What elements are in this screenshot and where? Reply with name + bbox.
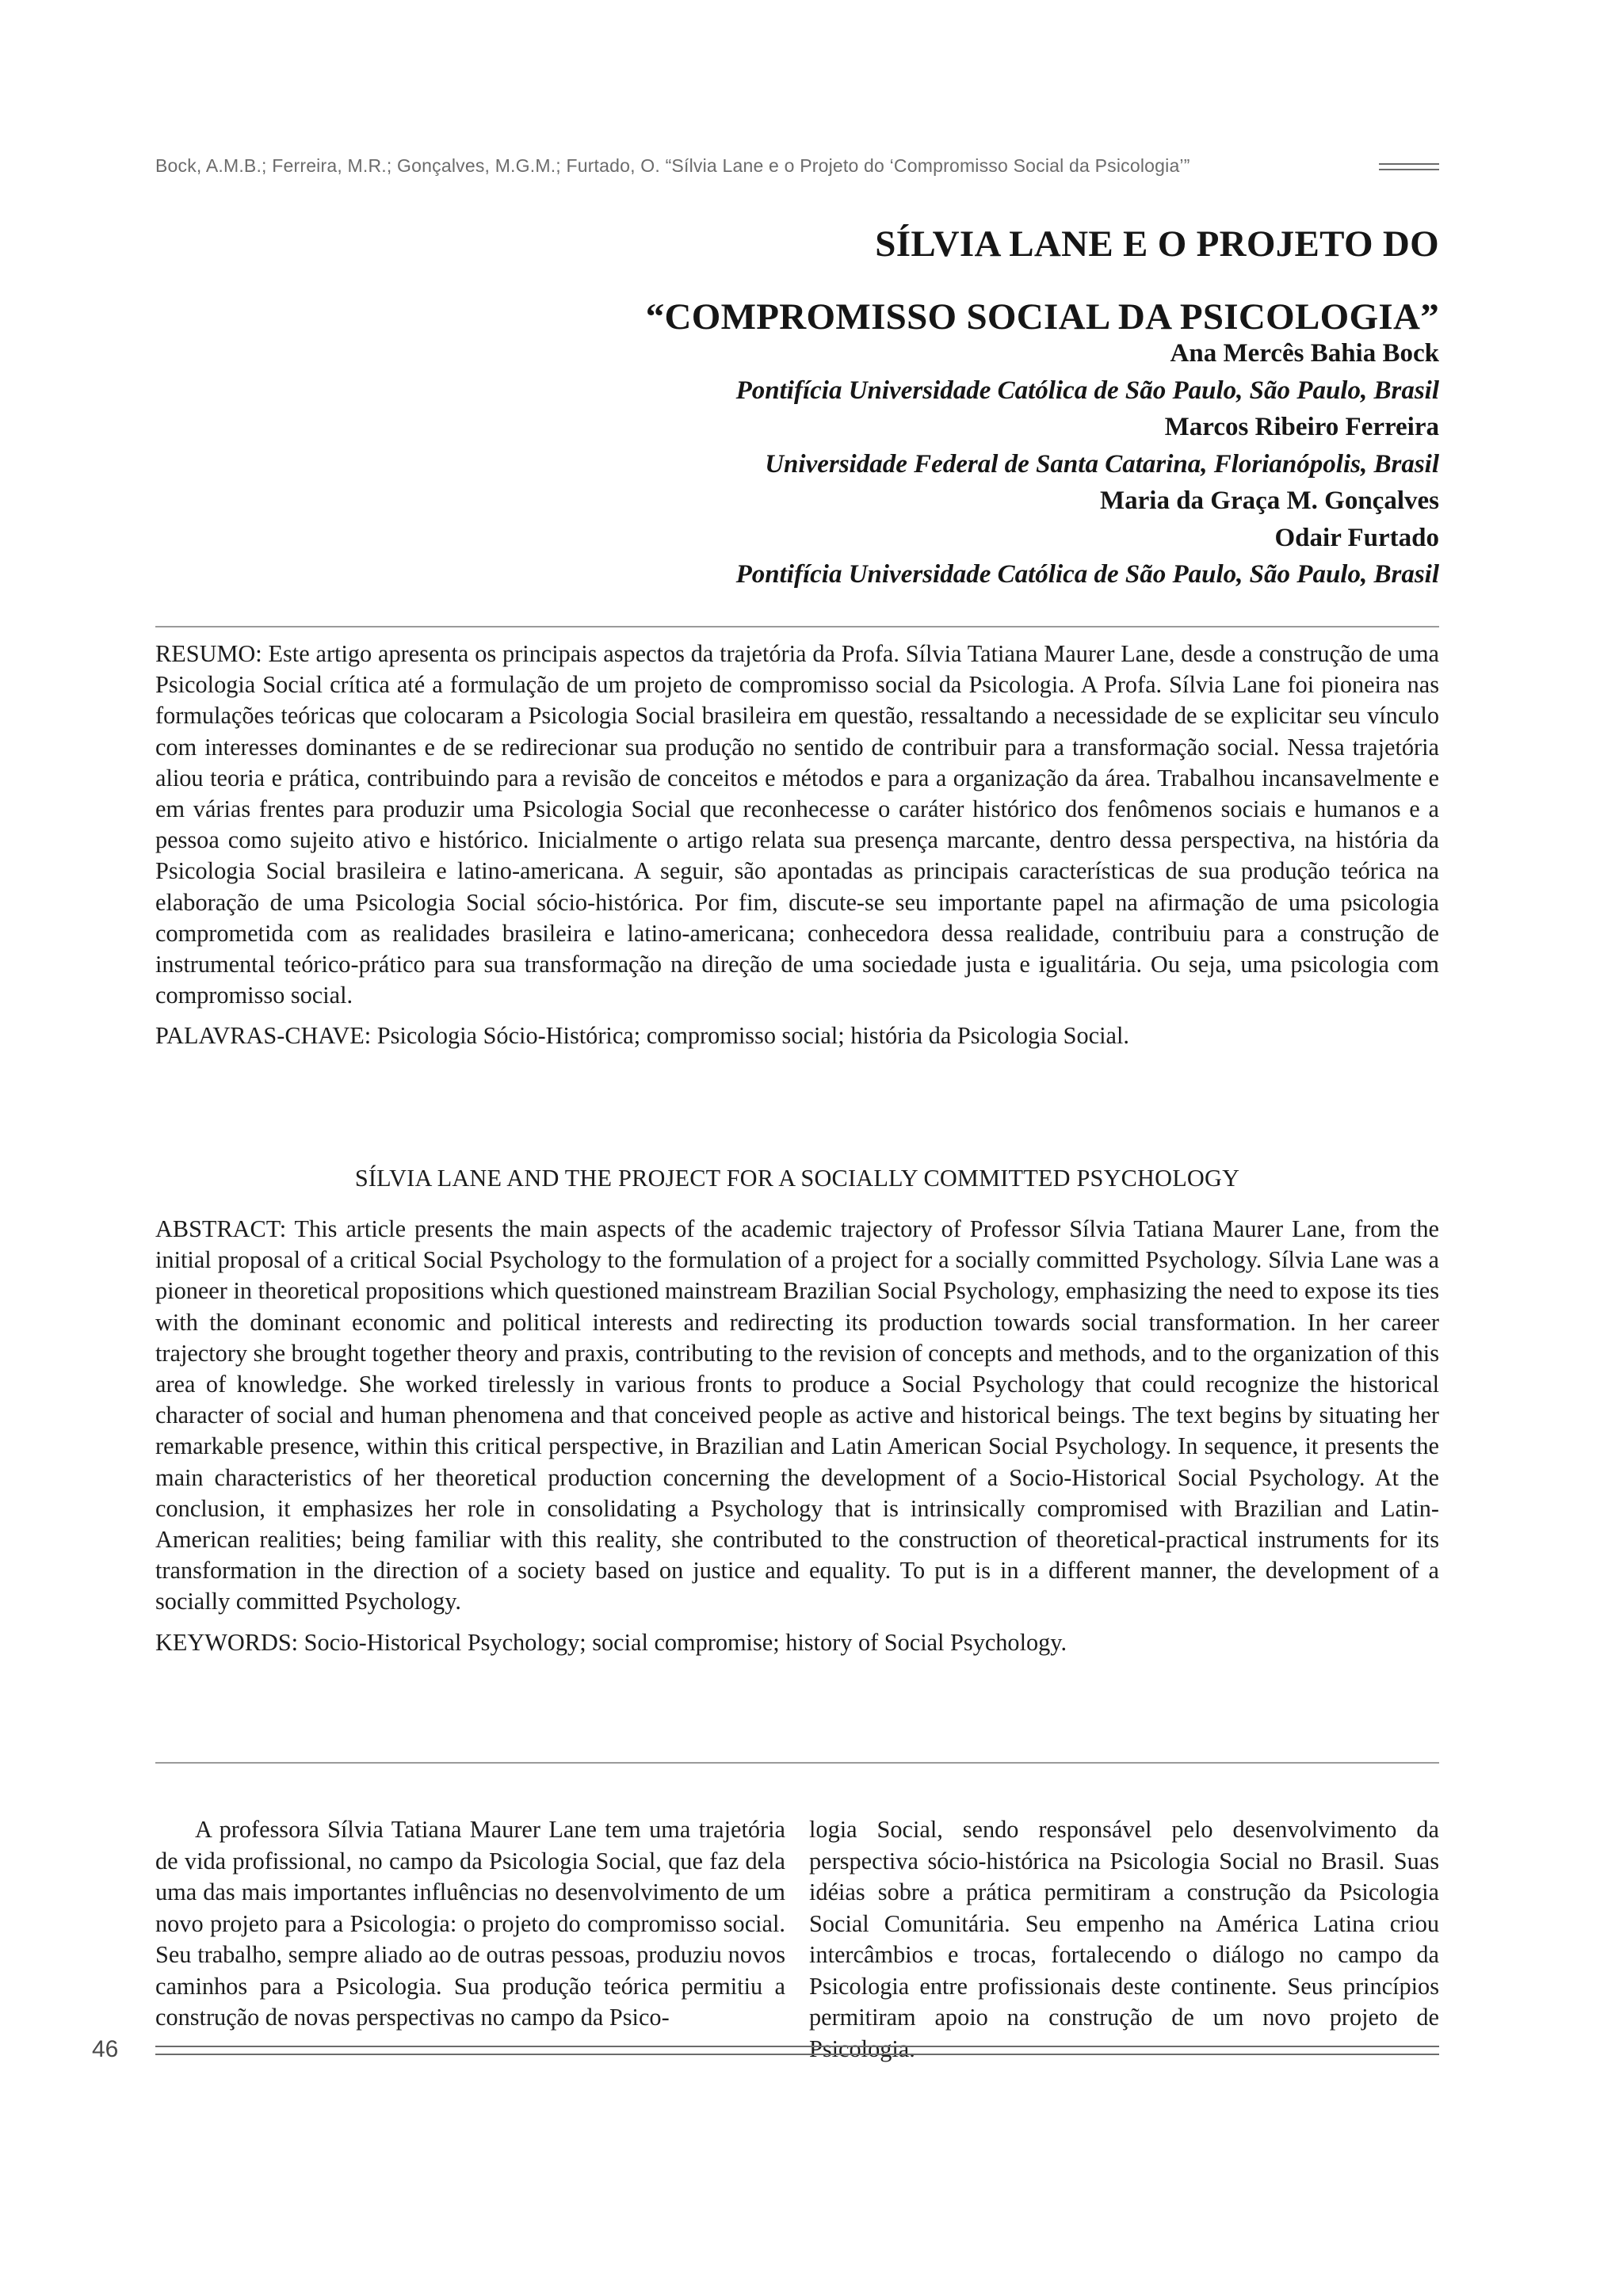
title-line-2: “COMPROMISSO SOCIAL DA PSICOLOGIA” (645, 296, 1439, 338)
divider-top (155, 626, 1439, 627)
divider-bottom (155, 1762, 1439, 1764)
english-title: SÍLVIA LANE AND THE PROJECT FOR A SOCIALLY COMMITTED PSYCHOLOGY (354, 1165, 1240, 1192)
author-institution: Pontifícia Universidade Católica de São Paulo, São Paulo, Brasil (735, 376, 1439, 405)
resumo-text: RESUMO: Este artigo apresenta os principais aspectos da trajetória da Profa. Sílvia Tatiana Maurer Lane, desde a construção de uma Psicologia Social crítica até a formulação de um projeto de compromisso social da Psicologia. A Profa. Sílvia Lane foi pioneira nas formulações teóricas que colocaram a Psicologia Social brasileira em questão, ressaltando a necessidade de se explicitar seu vínculo com interesses dominantes e de se redirecionar sua produção no sentido de contribuir para a transformação social. Nessa trajetória aliou teoria e prática, contribuindo para a revisão de conceitos e métodos e para a organização da área. Trabalhou incansavelmente e em várias frentes para produzir uma Psicologia Social que reconhecesse o caráter histórico dos fenômenos sociais e humanos e a pessoa como sujeito ativo e histórico. Inicialmente o artigo relata sua presença marcante, dentro dessa perspectiva, na história da Psicologia Social brasileira e latino-americana. A seguir, são apontadas as principais características de sua produção teórica na elaboração de uma Psicologia Social sócio-histórica. Por fim, discute-se seu importante papel na afirmação de uma psicologia comprometida com as realidades brasileira e latino-americana; conhecedora dessa realidade, contribuiu para a construção de instrumental teórico-prático para sua transformação na direção de uma sociedade justa e igualitária. Ou seja, uma psicologia com compromisso social. (155, 640, 1439, 1009)
body-column-right (809, 1814, 1439, 2065)
author-name: Ana Mercês Bahia Bock (1170, 339, 1439, 368)
author-name: Maria da Graça M. Gonçalves (1099, 486, 1439, 515)
author-institution: Pontifícia Universidade Católica de São Paulo, São Paulo, Brasil (735, 560, 1439, 589)
header-double-rule (1379, 163, 1439, 170)
author-name: Marcos Ribeiro Ferreira (1164, 413, 1439, 441)
palavras-chave: PALAVRAS-CHAVE: Psicologia Sócio-Histórica; compromisso social; história da Psicologia Social. (155, 1022, 1129, 1050)
footer-double-rule (155, 2046, 1439, 2055)
body-paragraph: A professora Sílvia Tatiana Maurer Lane tem uma trajetória de vida profissional, no campo da Psicologia Social, que faz dela uma das mais importantes influências no desenvolvimento de um novo projeto para a Psicologia: o projeto do compromisso social. Seu trabalho, sempre aliado ao de outras pessoas, produziu novos caminhos para a Psicologia. Sua produção teórica permitiu a construção de novas perspectivas no campo da Psico- (155, 1816, 785, 2031)
title-line-1: SÍLVIA LANE E O PROJETO DO (875, 223, 1439, 265)
author-name: Odair Furtado (1274, 523, 1439, 552)
article-title (409, 208, 1439, 353)
resumo-block (155, 639, 1439, 1052)
abstract-text: ABSTRACT: This article presents the main aspects of the academic trajectory of Professor Sílvia Tatiana Maurer Lane, from the initial proposal of a critical Social Psychology to the formulation of a project for a socially committed Psychology. Sílvia Lane was a pioneer in theoretical propositions which questioned mainstream Brazilian Social Psychology, emphasizing the need to expose its ties with the dominant economic and political interests and redirecting its production towards social transformation. In her career trajectory she brought together theory and praxis, contributing to the revision of concepts and methods, and to the organization of this area of knowledge. She worked tirelessly in various fronts to produce a Social Psychology that could recognize the historical character of social and human phenomena and that conceived people as active and historical beings. The text begins by situating her remarkable presence, within this critical perspective, in Brazilian and Latin American Social Psychology. In sequence, it presents the main characteristics of her theoretical production concerning the development of a Socio-Historical Social Psychology. At the conclusion, it emphasizes her role in consolidating a Psychology that is intrinsically compromised with Brazilian and Latin-American realities; being familiar with this reality, she contributed to the construction of theoretical-practical instruments for its transformation in the direction of a society based on justice and equality. To put is in a different manner, the development of a socially committed Psychology. (155, 1215, 1439, 1615)
body-column-left (155, 1814, 785, 2034)
running-header: Bock, A.M.B.; Ferreira, M.R.; Gonçalves, M.G.M.; Furtado, O. “Sílvia Lane e o Projeto do ‘Compromisso Social da Psicologia’” (155, 155, 1190, 176)
author-institution: Universidade Federal de Santa Catarina, Florianópolis, Brasil (765, 449, 1439, 479)
abstract-block (155, 1214, 1439, 1658)
authors-affiliations (330, 335, 1439, 593)
page-number: 46 (92, 2036, 119, 2062)
body-paragraph: logia Social, sendo responsável pelo desenvolvimento da perspectiva sócio-histórica na Psicologia Social no Brasil. Suas idéias sobre a prática permitiram a construção da Psicologia Social Comunitária. Seu empenho na América Latina criou intercâmbios e trocas, fortalecendo o diálogo no campo da Psicologia entre profissionais deste continente. Seus princípios permitiram apoio na construção de um novo projeto de Psicologia. (809, 1816, 1439, 2062)
keywords: KEYWORDS: Socio-Historical Psychology; social compromise; history of Social Psychology. (155, 1628, 1067, 1656)
